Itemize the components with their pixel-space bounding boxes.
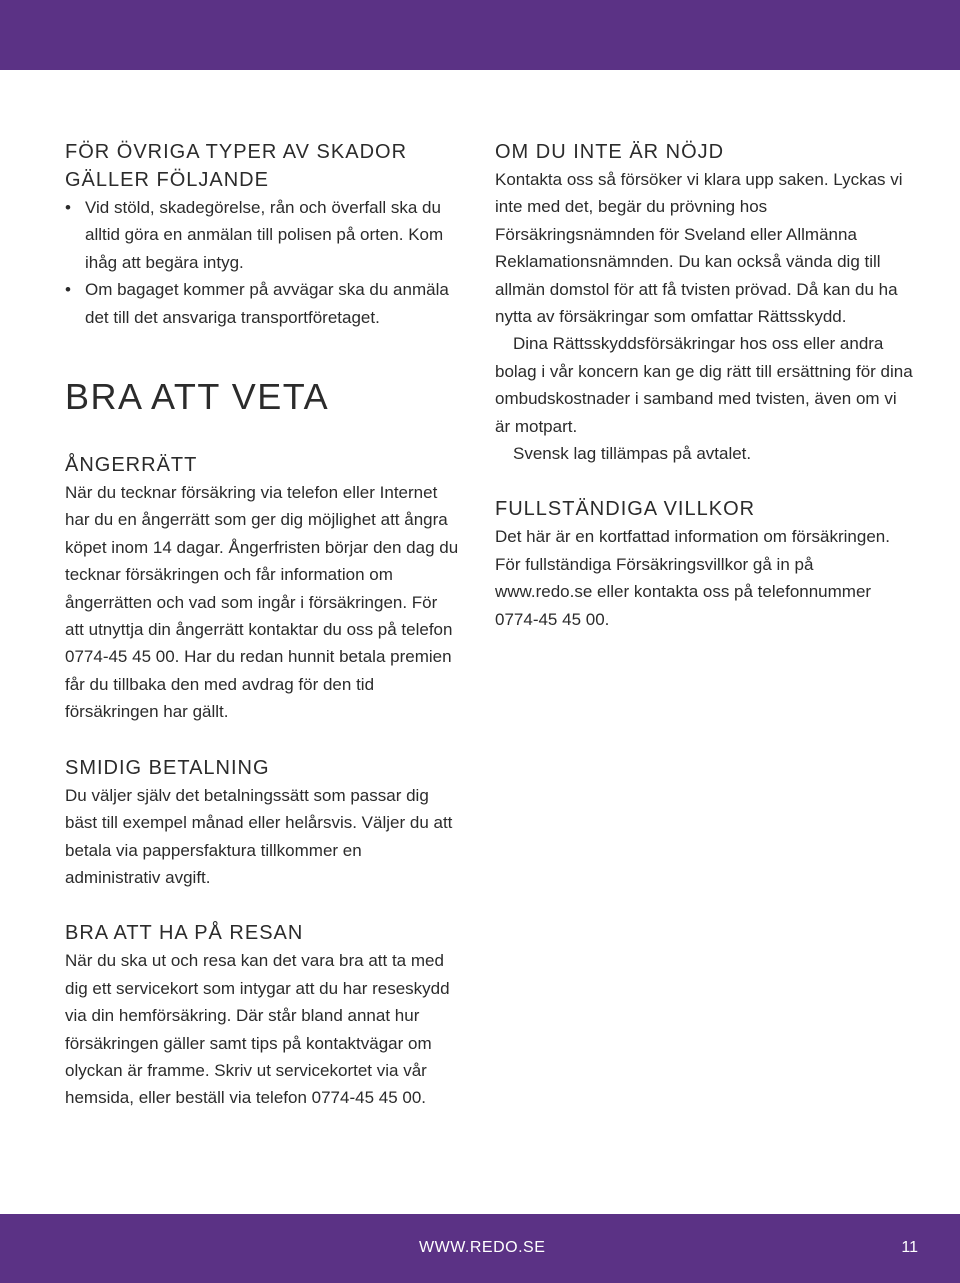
bullet-icon: • [65, 280, 71, 300]
not-satisfied-paragraph-1: Kontakta oss så försöker vi klara upp saken. Lyckas vi inte med det, begär du prövning hos Försäkringsnämnden för Sveland eller Allmänna Reklamationsnämnden. Du kan också vända dig till allmän domstol för att få tvisten prövad. Då kan du ha nytta av försäkringar som omfattar Rättsskydd. [495, 170, 903, 327]
full-terms-body: Det här är en kortfattad information om försäkringen. För fullständiga Försäkringsvillkor gå in på www.redo.se eller kontakta oss på telefonnummer 0774-45 45 00. [495, 527, 890, 629]
list-item-text: Vid stöld, skadegörelse, rån och överfall ska du alltid göra en anmälan till polisen på orten. Kom ihåg att begära intyg. [85, 198, 444, 272]
section-payment [65, 754, 460, 892]
full-terms-heading: FULLSTÄNDIGA VILLKOR [495, 498, 756, 521]
list-item [65, 194, 460, 276]
section-travel [65, 919, 460, 1111]
left-column [65, 138, 460, 1112]
right-column [495, 138, 915, 633]
main-heading: BRA ATT VETA [65, 376, 330, 418]
footer-website-url: WWW.REDO.SE [419, 1239, 546, 1256]
not-satisfied-heading: OM DU INTE ÄR NÖJD [495, 141, 725, 163]
regret-body: När du tecknar försäkring via telefon eller Internet har du en ångerrätt som ger dig möjlighet att ångra köpet inom 14 dagar. Ångerfristen börjar den dag du tecknar försäkringen och får information om ångerrätten och vad som ingår i försäkringen. För att utnyttja din ångerrätt kontaktar du oss på telefon 0774-45 45 00. Har du redan hunnit betala premien får du tillbaka den med avdrag för den tid försäkringen har gällt. [65, 483, 459, 722]
section-regret [65, 451, 460, 726]
payment-heading: SMIDIG BETALNING [65, 756, 270, 779]
travel-body: När du ska ut och resa kan det vara bra att ta med dig ett servicekort som intygar att du har reseskydd via din hemförsäkring. Där står bland annat hur försäkringen gäller samt tips på kontaktvägar om olyckan är framme. Skriv ut servicekortet via vår hemsida, eller beställ via telefon 0774-45 45 00. [65, 951, 450, 1108]
header-band [0, 0, 960, 70]
other-damage-heading [65, 138, 460, 194]
other-damage-heading-line2: GÄLLER FÖLJANDE [65, 169, 269, 191]
other-damage-list [65, 194, 460, 331]
regret-heading: ÅNGERRÄTT [65, 454, 198, 477]
page-number: 11 [901, 1239, 918, 1256]
list-item [65, 276, 460, 331]
bullet-icon: • [65, 198, 71, 217]
payment-body: Du väljer själv det betalningssätt som passar dig bäst till exempel månad eller helårsvis. Väljer du att betala via pappersfaktura tillkommer en administrativ avgift. [65, 785, 453, 887]
section-not-satisfied [495, 138, 915, 467]
section-other-damage [65, 138, 460, 331]
list-item-text: Om bagaget kommer på avvägar ska du anmäla det till det ansvariga transportföretaget. [85, 280, 449, 327]
travel-heading: BRA ATT HA PÅ RESAN [65, 922, 304, 945]
other-damage-heading-line1: FÖR ÖVRIGA TYPER AV SKADOR [65, 141, 408, 163]
not-satisfied-paragraph-3: Svensk lag tillämpas på avtalet. [513, 444, 752, 464]
not-satisfied-paragraph-2: Dina Rättsskyddsförsäkringar hos oss eller andra bolag i vår koncern kan ge dig rätt till ersättning för dina ombudskostnader i samband med tvisten, även om vi är motpart. [495, 334, 913, 436]
section-full-terms [495, 495, 915, 633]
